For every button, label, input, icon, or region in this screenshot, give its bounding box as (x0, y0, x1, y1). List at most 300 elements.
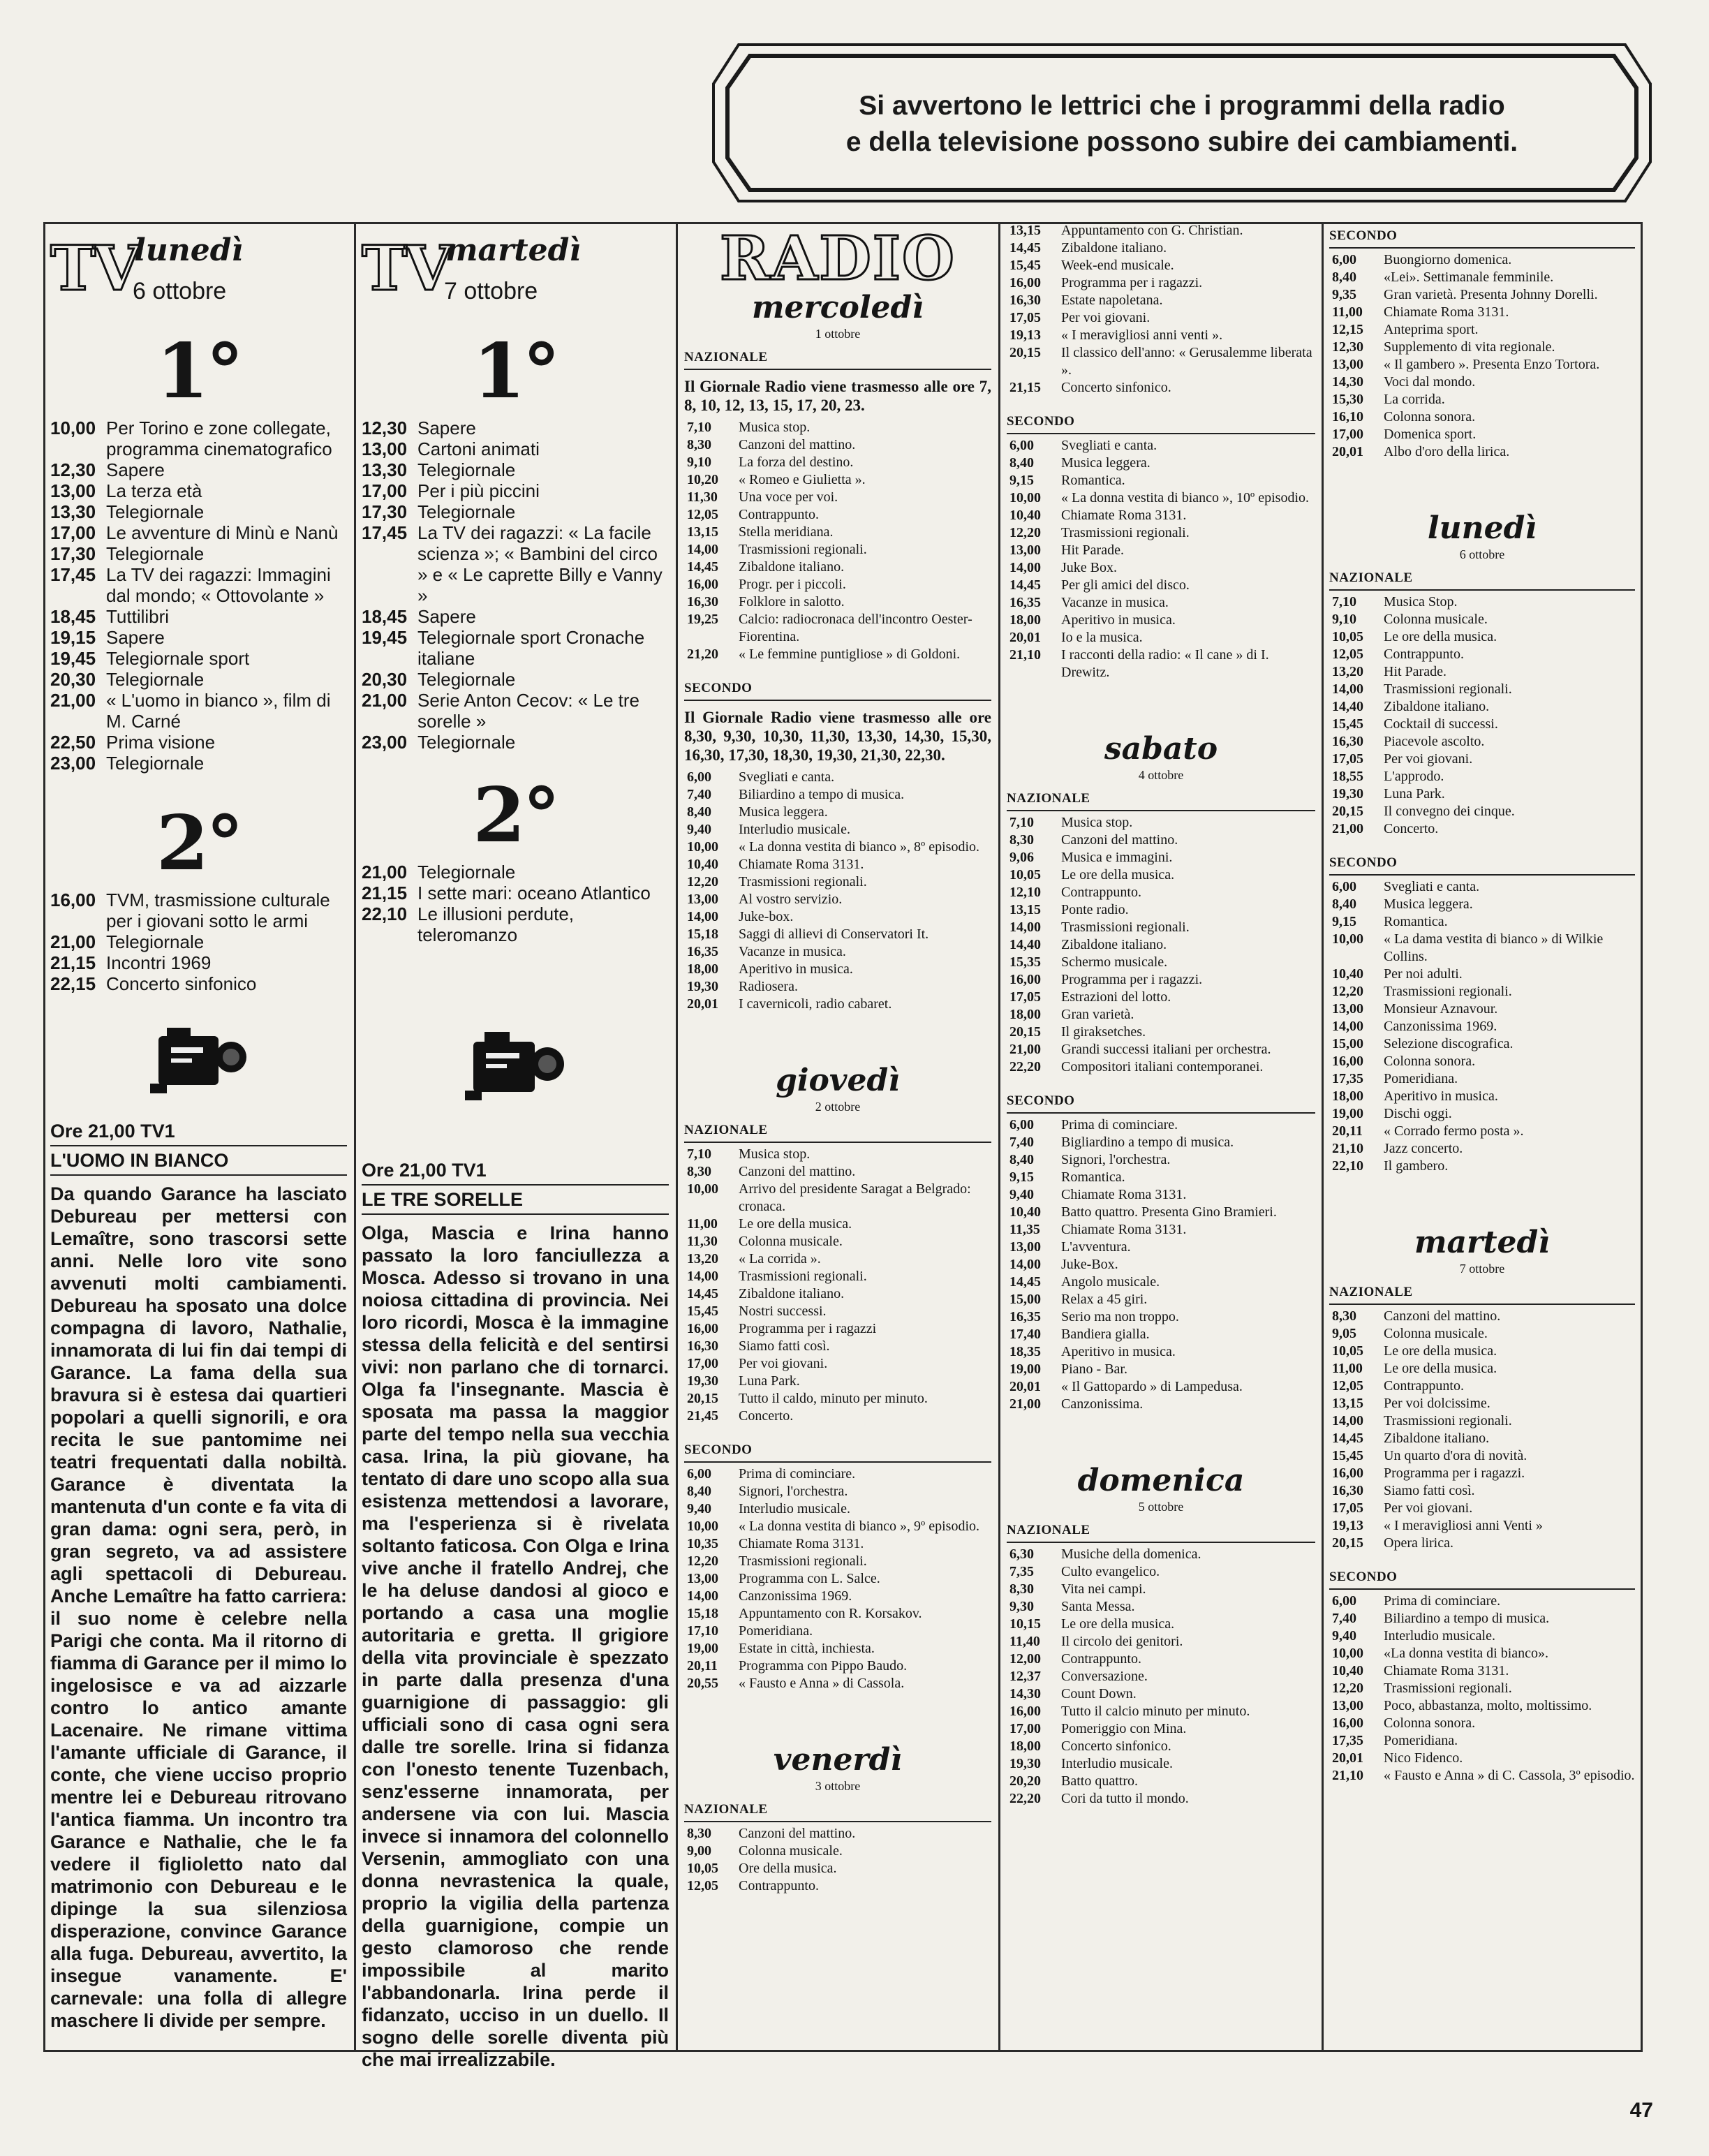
radio-day-block (684, 1063, 991, 1704)
radio-program-time: 15,00 (1332, 1036, 1363, 1051)
radio-program-time: 14,45 (1332, 1431, 1363, 1446)
radio-program-title: Per voi giovani. (1384, 751, 1473, 767)
radio-program-title: Calcio: radiocronaca dell'incontro Oester-Fiorentina. (739, 612, 972, 644)
radio-program-time: 14,40 (1009, 937, 1041, 952)
radio-program-title: «La donna vestita di bianco». (1384, 1646, 1549, 1661)
radio-program-time: 12,20 (1332, 1681, 1363, 1696)
radio-program-row (1007, 594, 1315, 612)
program-time: 17,45 (50, 564, 96, 585)
radio-program-row (1007, 1273, 1315, 1291)
radio-program-title: Il circolo dei genitori. (1061, 1634, 1183, 1649)
radio-program-title: Arrivo del presidente Saragat a Belgrado: cronaca. (739, 1181, 971, 1214)
radio-program-row (684, 873, 991, 891)
radio-program-title: Hit Parade. (1061, 542, 1124, 558)
program-row (362, 883, 669, 903)
radio-program-title: Estrazioni del lotto. (1061, 989, 1171, 1005)
radio-program-time: 6,00 (1332, 1593, 1356, 1609)
radio-program-title: Interludio musicale. (1384, 1628, 1495, 1644)
program-row (50, 931, 347, 952)
radio-program-title: Canzonissima 1969. (1384, 1019, 1497, 1034)
radio-program-title: Musiche della domenica. (1061, 1546, 1201, 1562)
radio-program-row (1329, 339, 1635, 356)
program-row (50, 480, 347, 501)
radio-program-time: 7,10 (687, 420, 711, 435)
radio-program-title: Prima di cominciare. (1061, 1117, 1178, 1132)
radio-program-row (1007, 1790, 1315, 1808)
radio-program-title: Canzoni del mattino. (1061, 832, 1178, 848)
radio-program-time: 15,45 (687, 1304, 718, 1319)
radio-program-time: 10,05 (1009, 867, 1041, 883)
radio-program-time: 16,00 (1332, 1715, 1363, 1731)
radio-program-title: Svegliati e canta. (739, 769, 835, 785)
radio-column-1 (684, 222, 991, 2051)
program-title: La TV dei ragazzi: « La facile scienza »; « Bambini del circo » e « Le caprette Billy e Vanny » (417, 522, 663, 606)
radio-program-title: Ore della musica. (739, 1861, 837, 1876)
radio-program-title: La corrida. (1384, 392, 1445, 407)
radio-program-row (1329, 913, 1635, 931)
news-schedule-note: Il Giornale Radio viene trasmesso alle ore 7, 8, 10, 12, 13, 15, 17, 20, 23. (684, 378, 991, 414)
radio-program-title: Voci dal mondo. (1384, 374, 1476, 390)
radio-program-row (1007, 1633, 1315, 1651)
radio-program-title: Chiamate Roma 3131. (1384, 1663, 1509, 1678)
radio-program-time: 15,18 (687, 1606, 718, 1621)
radio-program-time: 9,30 (1009, 1599, 1034, 1614)
radio-program-time: 11,35 (1009, 1222, 1040, 1237)
radio-program-row (1329, 304, 1635, 321)
tv-camera-icon (143, 1022, 255, 1099)
radio-program-time: 10,40 (1332, 1663, 1363, 1678)
radio-program-title: Chiamate Roma 3131. (1061, 1187, 1187, 1202)
radio-program-title: Musica leggera. (1384, 896, 1473, 912)
radio-program-row (1007, 629, 1315, 647)
radio-program-time: 21,00 (1332, 821, 1363, 836)
channel-1-schedule (50, 418, 347, 774)
program-row (50, 669, 347, 690)
radio-program-time: 7,10 (1332, 594, 1356, 610)
radio-program-time: 7,40 (1332, 1611, 1356, 1626)
radio-column-2 (1007, 222, 1315, 2051)
program-time: 17,30 (362, 501, 408, 522)
program-row (50, 952, 347, 973)
radio-program-time: 19,30 (687, 1373, 718, 1389)
radio-day-block (684, 1743, 991, 1906)
network-name: SECONDO (684, 681, 753, 695)
radio-program-time: 17,10 (687, 1623, 718, 1639)
radio-program-time: 16,00 (1332, 1465, 1363, 1481)
radio-program-title: Svegliati e canta. (1384, 879, 1480, 894)
radio-program-title: Prima di cominciare. (1384, 1593, 1501, 1609)
radio-program-time: 20,11 (1332, 1123, 1363, 1139)
tv-logo: TV (50, 232, 138, 304)
radio-program-title: Interludio musicale. (1061, 1756, 1173, 1771)
radio-program-row (684, 1657, 991, 1675)
radio-program-row (1007, 1546, 1315, 1563)
radio-program-time: 12,05 (1332, 1378, 1363, 1394)
radio-program-time: 17,05 (1332, 1500, 1363, 1516)
radio-program-row (684, 436, 991, 454)
radio-program-time: 17,00 (1009, 1721, 1041, 1736)
radio-program-row (1329, 1645, 1635, 1662)
divider (684, 1461, 991, 1463)
radio-program-title: L'avventura. (1061, 1239, 1131, 1255)
program-time: 23,00 (50, 753, 96, 774)
radio-program-title: Trasmissioni regionali. (1384, 984, 1512, 999)
radio-program-title: « Fausto e Anna » di C. Cassola, 3º episodio. (1384, 1768, 1635, 1783)
radio-program-title: Canzoni del mattino. (739, 1164, 856, 1179)
radio-program-title: Il convegno dei cinque. (1384, 804, 1515, 819)
radio-program-title: Tutto il caldo, minuto per minuto. (739, 1391, 928, 1406)
program-row (362, 669, 669, 690)
program-time: 21,00 (50, 690, 96, 711)
radio-program-time: 8,40 (687, 1484, 711, 1499)
radio-program-row (1329, 391, 1635, 408)
radio-program-row (1007, 1041, 1315, 1058)
radio-program-time: 16,30 (687, 594, 718, 610)
radio-program-row (1329, 733, 1635, 751)
radio-program-title: Opera lirica. (1384, 1535, 1453, 1551)
radio-program-title: Bandiera gialla. (1061, 1327, 1150, 1342)
radio-program-title: « La donna vestita di bianco », 9º episodio. (739, 1519, 980, 1534)
radio-day-title: martedì (1414, 1225, 1551, 1260)
radio-program-time: 16,30 (1332, 734, 1363, 749)
divider (684, 1821, 991, 1822)
radio-program-time: 11,30 (687, 489, 718, 505)
radio-program-row (1329, 1732, 1635, 1750)
radio-program-row (1329, 1593, 1635, 1610)
radio-program-title: Prima di cominciare. (739, 1466, 856, 1482)
radio-program-time: 15,00 (1009, 1292, 1041, 1307)
program-title: Sapere (106, 627, 165, 648)
program-time: 17,45 (362, 522, 408, 543)
program-time: 13,00 (50, 480, 96, 501)
radio-program-time: 14,00 (1009, 920, 1041, 935)
radio-program-title: Estate in città, inchiesta. (739, 1641, 875, 1656)
program-row (50, 459, 347, 480)
program-title: Telegiornale (417, 732, 516, 753)
radio-program-time: 17,40 (1009, 1327, 1041, 1342)
divider (1329, 247, 1635, 249)
radio-program-time: 9,06 (1009, 850, 1034, 865)
radio-program-row (684, 1843, 991, 1860)
radio-program-title: Bigliardino a tempo di musica. (1061, 1135, 1234, 1150)
network-name: SECONDO (1007, 414, 1075, 429)
radio-program-row (1007, 1581, 1315, 1598)
radio-program-row (1329, 628, 1635, 646)
section-gap (684, 663, 991, 674)
radio-program-row (1329, 1343, 1635, 1360)
program-title: Le avventure di Minù e Nanù (106, 522, 339, 543)
radio-program-title: « I meravigliosi anni Venti » (1384, 1518, 1543, 1533)
radio-day-title: giovedì (776, 1063, 900, 1098)
program-row (50, 973, 347, 994)
radio-program-title: Relax a 45 giri. (1061, 1292, 1148, 1307)
radio-program-row (684, 1146, 991, 1163)
radio-program-row (1329, 681, 1635, 698)
network-name: SECONDO (1329, 855, 1398, 870)
program-row (50, 418, 347, 459)
radio-program-title: Stella meridiana. (739, 524, 834, 540)
radio-program-row (1007, 1116, 1315, 1134)
radio-program-time: 20,15 (687, 1391, 718, 1406)
radio-program-time: 13,00 (1332, 1001, 1363, 1017)
program-title: Sapere (106, 459, 165, 480)
radio-program-row (1007, 1006, 1315, 1024)
network-name: SECONDO (684, 1442, 753, 1457)
radio-program-time: 21,00 (1009, 1042, 1041, 1057)
radio-program-title: Colonna musicale. (1384, 612, 1488, 627)
radio-program-row (1329, 698, 1635, 716)
divider (50, 1174, 347, 1176)
radio-program-time: 14,00 (1332, 681, 1363, 697)
radio-program-row (1007, 866, 1315, 884)
program-title: Telegiornale (106, 669, 205, 690)
radio-program-time: 21,10 (1009, 647, 1041, 663)
radio-program-title: Signori, l'orchestra. (739, 1484, 848, 1499)
radio-program-row (1329, 1535, 1635, 1552)
program-title: Prima visione (106, 732, 216, 753)
program-row (50, 522, 347, 543)
radio-program-title: I racconti della radio: « Il cane » di I. Drewitz. (1061, 647, 1269, 680)
radio-program-time: 20,20 (1009, 1773, 1041, 1789)
radio-program-title: Il classico dell'anno: « Gerusalemme liberata ». (1061, 345, 1312, 378)
radio-program-row (684, 489, 991, 506)
radio-program-row (684, 1640, 991, 1657)
radio-program-row (1329, 663, 1635, 681)
radio-program-time: 10,40 (1009, 508, 1041, 523)
radio-program-row (684, 1216, 991, 1233)
radio-program-row (1007, 292, 1315, 309)
radio-program-row (1329, 1767, 1635, 1785)
radio-program-title: Le ore della musica. (1384, 1343, 1497, 1359)
radio-program-row (1007, 1668, 1315, 1685)
radio-program-row (1329, 646, 1635, 663)
program-time: 13,30 (50, 501, 96, 522)
radio-program-time: 21,20 (687, 647, 718, 662)
radio-program-time: 14,45 (1009, 1274, 1041, 1290)
section-gap (1329, 1175, 1635, 1186)
section-gap (684, 1013, 991, 1024)
program-time: 18,45 (362, 606, 408, 627)
program-title: Tuttilibri (106, 606, 170, 627)
radio-program-time: 16,30 (687, 1338, 718, 1354)
radio-program-row (684, 1588, 991, 1605)
feature-slot: Ore 21,00 TV1 (362, 1160, 487, 1181)
radio-day-title: venerdì (773, 1742, 903, 1778)
radio-program-title: Luna Park. (739, 1373, 800, 1389)
radio-program-time: 14,00 (687, 1269, 718, 1284)
radio-program-row (1329, 1018, 1635, 1035)
radio-program-title: Nostri successi. (739, 1304, 827, 1319)
notice-box (711, 42, 1653, 204)
program-row (50, 543, 347, 564)
radio-program-row (1007, 1186, 1315, 1204)
radio-program-title: Le ore della musica. (739, 1216, 852, 1232)
radio-program-row (684, 996, 991, 1013)
radio-program-row (1329, 1697, 1635, 1715)
radio-program-title: « Fausto e Anna » di Cassola. (739, 1676, 905, 1691)
radio-program-time: 20,15 (1332, 804, 1363, 819)
radio-program-title: Chiamate Roma 3131. (739, 857, 864, 872)
radio-program-title: Pomeridiana. (1384, 1071, 1458, 1086)
radio-program-time: 9,40 (687, 1501, 711, 1516)
radio-program-time: 21,15 (1009, 380, 1041, 395)
radio-program-title: Trasmissioni regionali. (739, 1269, 867, 1284)
radio-program-title: Concerto. (739, 1408, 794, 1424)
radio-day-title: mercoledì (751, 290, 924, 325)
radio-program-row (1007, 1343, 1315, 1361)
radio-program-time: 13,00 (1009, 542, 1041, 558)
radio-day-title: sabato (1104, 731, 1218, 767)
radio-program-time: 6,00 (1009, 1117, 1034, 1132)
radio-program-title: Trasmissioni regionali. (1384, 1681, 1512, 1696)
radio-program-time: 8,30 (1332, 1308, 1356, 1324)
radio-program-time: 14,00 (1009, 1257, 1041, 1272)
radio-program-time: 10,20 (687, 472, 718, 487)
radio-program-title: Appuntamento con G. Christian. (1061, 223, 1243, 238)
radio-program-title: « Le femmine puntigliose » di Goldoni. (739, 647, 961, 662)
radio-program-row (1007, 472, 1315, 489)
radio-program-title: Estate napoletana. (1061, 293, 1163, 308)
radio-program-row (1329, 1447, 1635, 1465)
radio-program-title: Gran varietà. Presenta Johnny Dorelli. (1384, 287, 1598, 302)
radio-program-time: 9,40 (1009, 1187, 1034, 1202)
tv-tuesday-column (362, 222, 669, 2070)
radio-program-row (1007, 1685, 1315, 1703)
radio-program-time: 12,05 (1332, 647, 1363, 662)
radio-program-time: 9,15 (1332, 914, 1356, 929)
radio-program-row (1329, 896, 1635, 913)
radio-program-title: Trasmissioni regionali. (739, 1553, 867, 1569)
program-time: 16,00 (50, 889, 96, 910)
radio-program-time: 13,00 (1332, 357, 1363, 372)
radio-program-title: Batto quattro. (1061, 1773, 1138, 1789)
channel-2-mark: 2° (156, 799, 242, 887)
radio-program-row (684, 524, 991, 541)
tv-date: 7 ottobre (444, 278, 538, 304)
radio-program-time: 17,00 (687, 1356, 718, 1371)
program-time: 20,30 (50, 669, 96, 690)
radio-program-row (1329, 983, 1635, 1001)
radio-program-row (1329, 1627, 1635, 1645)
radio-program-time: 13,20 (1332, 664, 1363, 679)
radio-program-time: 16,35 (1009, 595, 1041, 610)
program-row (362, 438, 669, 459)
radio-program-row (1329, 1430, 1635, 1447)
radio-program-title: Interludio musicale. (739, 822, 850, 837)
program-time: 21,00 (362, 862, 408, 883)
radio-program-row (684, 1605, 991, 1623)
radio-program-row (1007, 1221, 1315, 1239)
radio-day-date: 7 ottobre (1459, 1262, 1505, 1276)
page-number: 47 (1629, 2099, 1653, 2122)
section-gap (1007, 1076, 1315, 1087)
radio-program-time: 6,00 (1332, 879, 1356, 894)
radio-program-row (684, 1518, 991, 1535)
radio-program-title: Concerto. (1384, 821, 1439, 836)
section-gap (684, 1425, 991, 1436)
radio-program-time: 8,40 (687, 804, 711, 820)
radio-program-row (684, 1465, 991, 1483)
radio-program-row (684, 1825, 991, 1843)
radio-day-title: domenica (1077, 1463, 1245, 1498)
radio-program-row (1007, 954, 1315, 971)
radio-program-row (1007, 1256, 1315, 1273)
section-gap (684, 1692, 991, 1704)
radio-program-time: 19,30 (1332, 786, 1363, 802)
feature-slot: Ore 21,00 TV1 (50, 1121, 175, 1142)
program-title: Telegiornale (106, 543, 205, 564)
radio-program-row (684, 1338, 991, 1355)
tv-monday-column (50, 222, 347, 2051)
program-title: Cartoni animati (417, 438, 540, 459)
radio-program-title: Colonna musicale. (739, 1843, 843, 1859)
program-time: 12,30 (50, 459, 96, 480)
radio-program-row (1329, 768, 1635, 785)
radio-program-time: 21,10 (1332, 1141, 1363, 1156)
radio-program-time: 9,40 (1332, 1628, 1356, 1644)
radio-program-row (684, 961, 991, 978)
radio-program-time: 11,30 (687, 1234, 718, 1249)
network-name: SECONDO (1329, 1570, 1398, 1584)
radio-program-title: Colonna sonora. (1384, 1054, 1476, 1069)
radio-program-row (1007, 1326, 1315, 1343)
radio-program-time: 10,00 (1332, 931, 1363, 947)
radio-program-row (1329, 1715, 1635, 1732)
radio-program-row (1329, 716, 1635, 733)
program-row (362, 627, 669, 669)
radio-program-title: Il giraksetches. (1061, 1024, 1146, 1040)
radio-program-title: Le ore della musica. (1061, 1616, 1175, 1632)
radio-program-row (1329, 1500, 1635, 1517)
radio-program-title: Gran varietà. (1061, 1007, 1134, 1022)
radio-program-row (1007, 814, 1315, 832)
radio-program-title: Juke-box. (739, 909, 794, 924)
radio-program-title: Aperitivo in musica. (1061, 1344, 1176, 1359)
radio-program-title: Week-end musicale. (1061, 258, 1174, 273)
program-time: 22,10 (362, 903, 408, 924)
radio-program-row (1329, 443, 1635, 461)
radio-program-row (1329, 1053, 1635, 1070)
radio-program-time: 12,10 (1009, 885, 1041, 900)
radio-program-row (684, 1877, 991, 1895)
network-name: SECONDO (1329, 228, 1398, 243)
radio-program-title: Trasmissioni regionali. (739, 874, 867, 889)
radio-program-title: Zibaldone italiano. (739, 1286, 845, 1301)
radio-program-time: 13,00 (1332, 1698, 1363, 1713)
program-time: 21,15 (50, 952, 96, 973)
radio-program-title: Canzonissima. (1061, 1396, 1144, 1412)
radio-program-time: 8,40 (1009, 1152, 1034, 1167)
radio-program-title: Pomeridiana. (1384, 1733, 1458, 1748)
radio-program-time: 20,15 (1009, 345, 1041, 360)
radio-program-row (684, 646, 991, 663)
radio-program-time: 10,40 (1009, 1204, 1041, 1220)
radio-program-row (1007, 524, 1315, 542)
radio-program-time: 7,35 (1009, 1564, 1034, 1579)
radio-program-row (1007, 1378, 1315, 1396)
radio-program-row (1329, 1088, 1635, 1105)
radio-program-title: Interludio musicale. (739, 1501, 850, 1516)
column-rule (998, 222, 1000, 2051)
radio-program-title: Colonna musicale. (739, 1234, 843, 1249)
radio-program-row (684, 454, 991, 471)
radio-program-title: Cocktail di successi. (1384, 716, 1498, 732)
radio-program-time: 6,00 (1332, 252, 1356, 267)
radio-program-row (684, 908, 991, 926)
program-row (362, 732, 669, 753)
radio-program-title: Canzoni del mattino. (739, 437, 856, 452)
program-title: Per Torino e zone collegate, programma cinematografico (106, 418, 332, 459)
